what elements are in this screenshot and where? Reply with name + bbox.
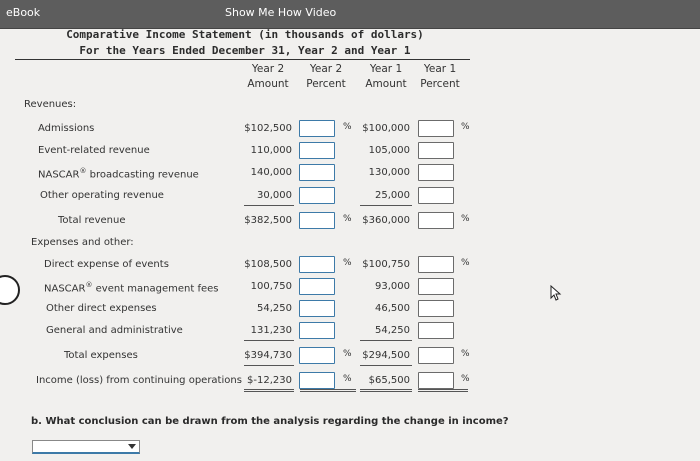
col-header-y2-amount-line2: Amount [247,78,289,90]
year1-percent-input[interactable] [418,322,454,339]
year2-percent-input[interactable] [299,120,335,137]
year1-percent-input[interactable] [418,164,454,181]
total-double-underline [360,389,412,392]
col-header-y2-percent [298,63,354,90]
row-label-text: Total expenses [64,350,138,361]
year2-amount: 110,000 [250,145,292,156]
year2-amount: $102,500 [244,123,292,134]
percent-sign: % [461,214,470,224]
year2-amount: 140,000 [250,167,292,178]
row-label-text: Income (loss) from continuing operations [36,375,242,386]
row-label [38,145,150,156]
row-label [38,123,94,134]
row-label [64,350,138,361]
row-label-text: General and administrative [46,325,183,336]
row-label-rest: broadcasting revenue [86,169,199,181]
year1-amount: $100,750 [362,259,410,270]
year1-amount: 46,500 [375,303,410,314]
percent-sign: % [461,258,470,268]
row-label-text: Admissions [38,123,95,134]
row-label [44,281,219,294]
revenues-header: Revenues: [24,99,77,110]
registered-mark: ® [85,281,93,289]
row-label-text: Direct expense of events [44,259,169,270]
col-header-y2-percent-line2: Percent [306,78,346,90]
year1-percent-input[interactable] [418,256,454,273]
year1-amount: 25,000 [375,190,410,201]
year1-percent-input[interactable] [418,347,454,364]
year2-percent-input[interactable] [299,278,335,295]
year1-percent-input[interactable] [418,372,454,389]
col-header-y1-percent-line1: Year 1 [423,63,457,75]
year1-percent-input[interactable] [418,212,454,229]
year1-amount: $294,500 [362,350,410,361]
subtotal-underline [360,365,412,366]
subtotal-underline [244,340,294,341]
year2-percent-input[interactable] [299,256,335,273]
subtotal-underline [360,340,412,341]
col-header-y1-amount-line1: Year 1 [369,63,403,75]
row-label-text: Other direct expenses [46,303,157,314]
ebook-link[interactable]: eBook [6,6,41,19]
year2-amount: 30,000 [257,190,292,201]
expenses-header: Expenses and other: [31,237,134,248]
question-text: b. What conclusion can be drawn from the analysis regarding the change in income? [31,416,509,427]
year2-percent-input[interactable] [299,212,335,229]
top-toolbar [0,0,700,29]
year1-percent-input[interactable] [418,120,454,137]
year2-amount: $382,500 [244,215,292,226]
left-nav-circle[interactable] [0,275,20,305]
year2-percent-input[interactable] [299,187,335,204]
col-header-y1-percent-line2: Percent [420,78,460,90]
col-header-y2-percent-line1: Year 2 [309,63,343,75]
year1-percent-input[interactable] [418,278,454,295]
year1-amount: $360,000 [362,215,410,226]
year2-amount: 100,750 [250,281,292,292]
statement-title: Comparative Income Statement (in thousands of dollars) [66,28,424,41]
row-label [36,375,242,386]
row-label-rest: event management fees [92,283,219,295]
chevron-down-icon [128,444,136,449]
year2-percent-input[interactable] [299,372,335,389]
percent-sign: % [343,258,352,268]
percent-sign: % [461,122,470,132]
row-label-text: Total revenue [58,215,126,226]
percent-sign: % [343,349,352,359]
year1-amount: $100,000 [362,123,410,134]
show-me-how-video-link[interactable]: Show Me How Video [225,6,337,19]
row-label [44,259,169,270]
year1-amount: 105,000 [368,145,410,156]
year2-percent-input[interactable] [299,142,335,159]
row-label [38,167,199,180]
cursor-icon [549,285,563,301]
year2-amount: $394,730 [244,350,292,361]
year2-percent-input[interactable] [299,164,335,181]
year2-percent-input[interactable] [299,347,335,364]
total-double-underline [244,389,294,392]
row-label-text: NASCAR [38,169,80,181]
percent-sign: % [461,349,470,359]
row-label [46,303,157,314]
percent-sign: % [343,374,352,384]
registered-mark: ® [79,167,87,175]
year2-percent-input[interactable] [299,300,335,317]
total-double-underline [300,389,356,392]
year2-amount: $-12,230 [247,375,292,386]
col-header-y2-amount [240,63,296,90]
year2-amount: $108,500 [244,259,292,270]
year2-amount: 131,230 [250,325,292,336]
total-double-underline [418,389,468,392]
col-header-y1-amount [358,63,414,90]
statement-subtitle: For the Years Ended December 31, Year 2 and Year 1 [79,44,411,57]
year1-percent-input[interactable] [418,187,454,204]
title-divider [15,59,470,60]
percent-sign: % [461,374,470,384]
subtotal-underline [244,205,294,206]
col-header-y1-amount-line2: Amount [365,78,407,90]
row-label [58,215,125,226]
row-label [46,325,183,336]
row-label-text: Event-related revenue [38,145,150,156]
percent-sign: % [343,214,352,224]
col-header-y1-percent [414,63,466,90]
col-header-y2-amount-line1: Year 2 [251,63,285,75]
year1-amount: $65,500 [368,375,410,386]
year1-amount: 93,000 [375,281,410,292]
row-label-text: Other operating revenue [40,190,164,201]
year2-percent-input[interactable] [299,322,335,339]
year2-amount: 54,250 [257,303,292,314]
subtotal-underline [360,205,412,206]
year1-amount: 54,250 [375,325,410,336]
year1-amount: 130,000 [368,167,410,178]
conclusion-dropdown[interactable] [32,440,140,454]
subtotal-underline [244,365,294,366]
row-label [40,190,164,201]
percent-sign: % [343,122,352,132]
year1-percent-input[interactable] [418,142,454,159]
year1-percent-input[interactable] [418,300,454,317]
row-label-text: NASCAR [44,283,86,295]
